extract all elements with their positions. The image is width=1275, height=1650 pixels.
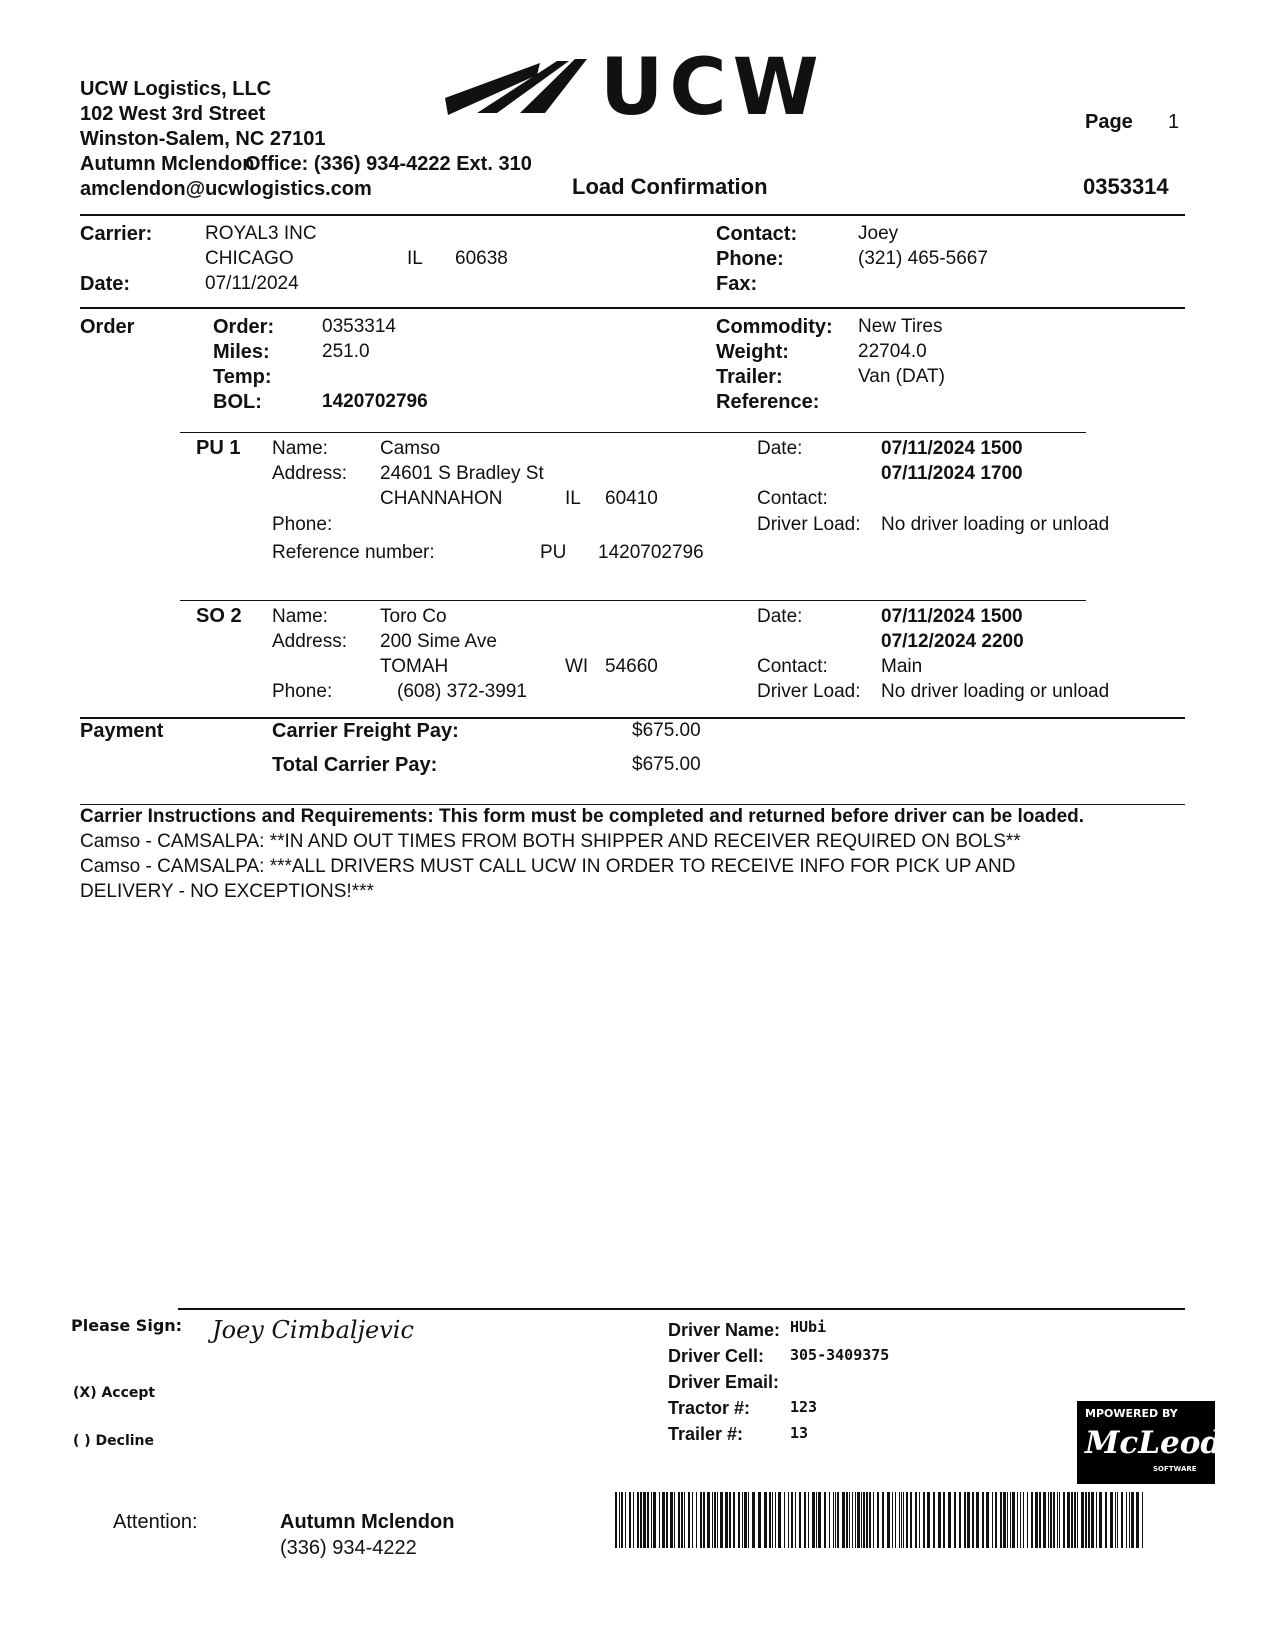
signature-divider <box>178 1308 1185 1310</box>
stop-date-start: 07/11/2024 1500 <box>881 606 1023 627</box>
accept-option[interactable]: (X) Accept <box>73 1385 156 1401</box>
stop-city: CHANNAHON <box>380 488 503 509</box>
stop-state: IL <box>565 488 581 509</box>
stop-reference-number: 1420702796 <box>598 542 704 563</box>
payment-divider <box>80 717 1185 719</box>
stop-date-end: 07/11/2024 1700 <box>881 463 1023 484</box>
mcleod-brand-text: McLeod <box>1085 1425 1223 1461</box>
bol-label: BOL: <box>213 391 262 413</box>
mcleod-software-text: SOFTWARE <box>1153 1465 1197 1473</box>
trailer-number-label: Trailer #: <box>668 1424 744 1444</box>
carrier-label: Carrier: <box>80 223 153 245</box>
contact-label: Contact: <box>716 223 798 245</box>
company-city: Winston-Salem, NC 27101 <box>80 128 326 150</box>
signature-field[interactable]: Joey Cimbaljevic <box>212 1316 414 1344</box>
office-phone: Office: (336) 934-4222 Ext. 310 <box>245 153 532 175</box>
header-divider <box>80 214 1185 216</box>
stop-city: TOMAH <box>380 656 449 677</box>
order-label: Order: <box>213 316 275 338</box>
attention-name: Autumn Mclendon <box>280 1511 455 1533</box>
powered-by-text: MPOWERED BY <box>1085 1407 1178 1420</box>
stop-date-label: Date: <box>757 438 803 459</box>
stop-code: SO 2 <box>196 605 242 627</box>
driver-cell-value[interactable]: 305-3409375 <box>790 1346 890 1364</box>
tractor-label: Tractor #: <box>668 1398 751 1418</box>
attention-label: Attention: <box>113 1511 198 1533</box>
payment-section-label: Payment <box>80 720 164 742</box>
stop-date-label: Date: <box>757 606 803 627</box>
mcleod-logo <box>1077 1401 1223 1484</box>
stop-address-label: Address: <box>272 631 347 652</box>
stop-name: Camso <box>380 438 441 459</box>
stop-address-label: Address: <box>272 463 347 484</box>
stop-name-label: Name: <box>272 438 328 459</box>
phone-label: Phone: <box>716 248 784 270</box>
commodity-label: Commodity: <box>716 316 833 338</box>
instruction-line: Camso - CAMSALPA: **IN AND OUT TIMES FROM BOTH SHIPPER AND RECEIVER REQUIRED ON BOLS** <box>80 831 1021 852</box>
stop-phone: (608) 372-3991 <box>397 681 527 702</box>
driver-cell-label: Driver Cell: <box>668 1346 765 1366</box>
stop-contact: Main <box>881 656 923 677</box>
freight-pay-label: Carrier Freight Pay: <box>272 720 459 742</box>
total-pay-value: $675.00 <box>632 754 701 775</box>
stop-zip: 60410 <box>605 488 658 509</box>
stop2-divider <box>180 600 1086 601</box>
trailer-label: Trailer: <box>716 366 783 388</box>
stop-date-start: 07/11/2024 1500 <box>881 438 1023 459</box>
tractor-value[interactable]: 123 <box>790 1398 818 1416</box>
stop-code: PU 1 <box>196 437 241 459</box>
stop-phone-label: Phone: <box>272 514 333 535</box>
driver-email-label: Driver Email: <box>668 1372 780 1392</box>
weight-value: 22704.0 <box>858 341 927 362</box>
instructions-divider <box>80 804 1185 805</box>
order-number-header: 0353314 <box>1083 174 1169 199</box>
ucw-logo <box>445 43 830 133</box>
miles-value: 251.0 <box>322 341 370 362</box>
stop-date-end: 07/12/2024 2200 <box>881 631 1024 652</box>
stop-reference-type: PU <box>540 542 567 563</box>
company-street: 102 West 3rd Street <box>80 103 266 125</box>
order-section-label: Order <box>80 316 135 338</box>
carrier-state: IL <box>407 248 423 269</box>
bol-value: 1420702796 <box>322 391 428 412</box>
stop-name-label: Name: <box>272 606 328 627</box>
decline-option[interactable]: ( ) Decline <box>73 1433 155 1449</box>
instruction-line: Camso - CAMSALPA: ***ALL DRIVERS MUST CALL UCW IN ORDER TO RECEIVE INFO FOR PICK UP AND <box>80 856 1016 877</box>
carrier-name: ROYAL3 INC <box>205 223 317 244</box>
trailer-number-value[interactable]: 13 <box>790 1424 809 1442</box>
total-pay-label: Total Carrier Pay: <box>272 754 438 776</box>
freight-pay-value: $675.00 <box>632 720 701 741</box>
stop-driver-load: No driver loading or unload <box>881 514 1110 535</box>
stripes-icon <box>445 55 590 125</box>
reference-label: Reference: <box>716 391 820 413</box>
rep-email: amclendon@ucwlogistics.com <box>80 178 372 200</box>
carrier-city: CHICAGO <box>205 248 294 269</box>
rep-name: Autumn Mclendon <box>80 153 255 175</box>
instructions-heading: Carrier Instructions and Requirements: This form must be completed and returned before driver can be loaded. <box>80 806 1085 827</box>
driver-name-label: Driver Name: <box>668 1320 781 1340</box>
stop-contact-label: Contact: <box>757 488 828 509</box>
stop-driver-load-label: Driver Load: <box>757 681 861 702</box>
stop-name: Toro Co <box>380 606 447 627</box>
date-label: Date: <box>80 273 131 295</box>
carrier-phone: (321) 465-5667 <box>858 248 988 269</box>
trailer-value: Van (DAT) <box>858 366 945 387</box>
fax-label: Fax: <box>716 273 758 295</box>
stop-state: WI <box>565 656 589 677</box>
carrier-divider <box>80 307 1185 309</box>
stop-reference-label: Reference number: <box>272 542 435 563</box>
temp-label: Temp: <box>213 366 272 388</box>
stop1-divider <box>180 432 1086 433</box>
attention-phone: (336) 934-4222 <box>280 1537 417 1559</box>
document-title: Load Confirmation <box>572 174 768 199</box>
stop-driver-load: No driver loading or unload <box>881 681 1110 702</box>
miles-label: Miles: <box>213 341 270 363</box>
page-number: 1 <box>1168 111 1180 133</box>
stop-address: 24601 S Bradley St <box>380 463 544 484</box>
confirmation-date: 07/11/2024 <box>205 273 299 294</box>
page-label: Page <box>1085 111 1133 133</box>
please-sign-label: Please Sign: <box>71 1316 183 1335</box>
carrier-contact: Joey <box>858 223 899 244</box>
stop-phone-label: Phone: <box>272 681 333 702</box>
stop-zip: 54660 <box>605 656 658 677</box>
stop-driver-load-label: Driver Load: <box>757 514 861 535</box>
order-value: 0353314 <box>322 316 396 337</box>
barcode <box>615 1492 1145 1548</box>
carrier-zip: 60638 <box>455 248 508 269</box>
commodity-value: New Tires <box>858 316 943 337</box>
stop-address: 200 Sime Ave <box>380 631 497 652</box>
driver-name-value[interactable]: HUbi <box>790 1318 827 1336</box>
stop-contact-label: Contact: <box>757 656 828 677</box>
logo-wordmark: UCW <box>600 43 825 133</box>
company-name: UCW Logistics, LLC <box>80 78 272 100</box>
instruction-line: DELIVERY - NO EXCEPTIONS!*** <box>80 881 374 902</box>
weight-label: Weight: <box>716 341 789 363</box>
